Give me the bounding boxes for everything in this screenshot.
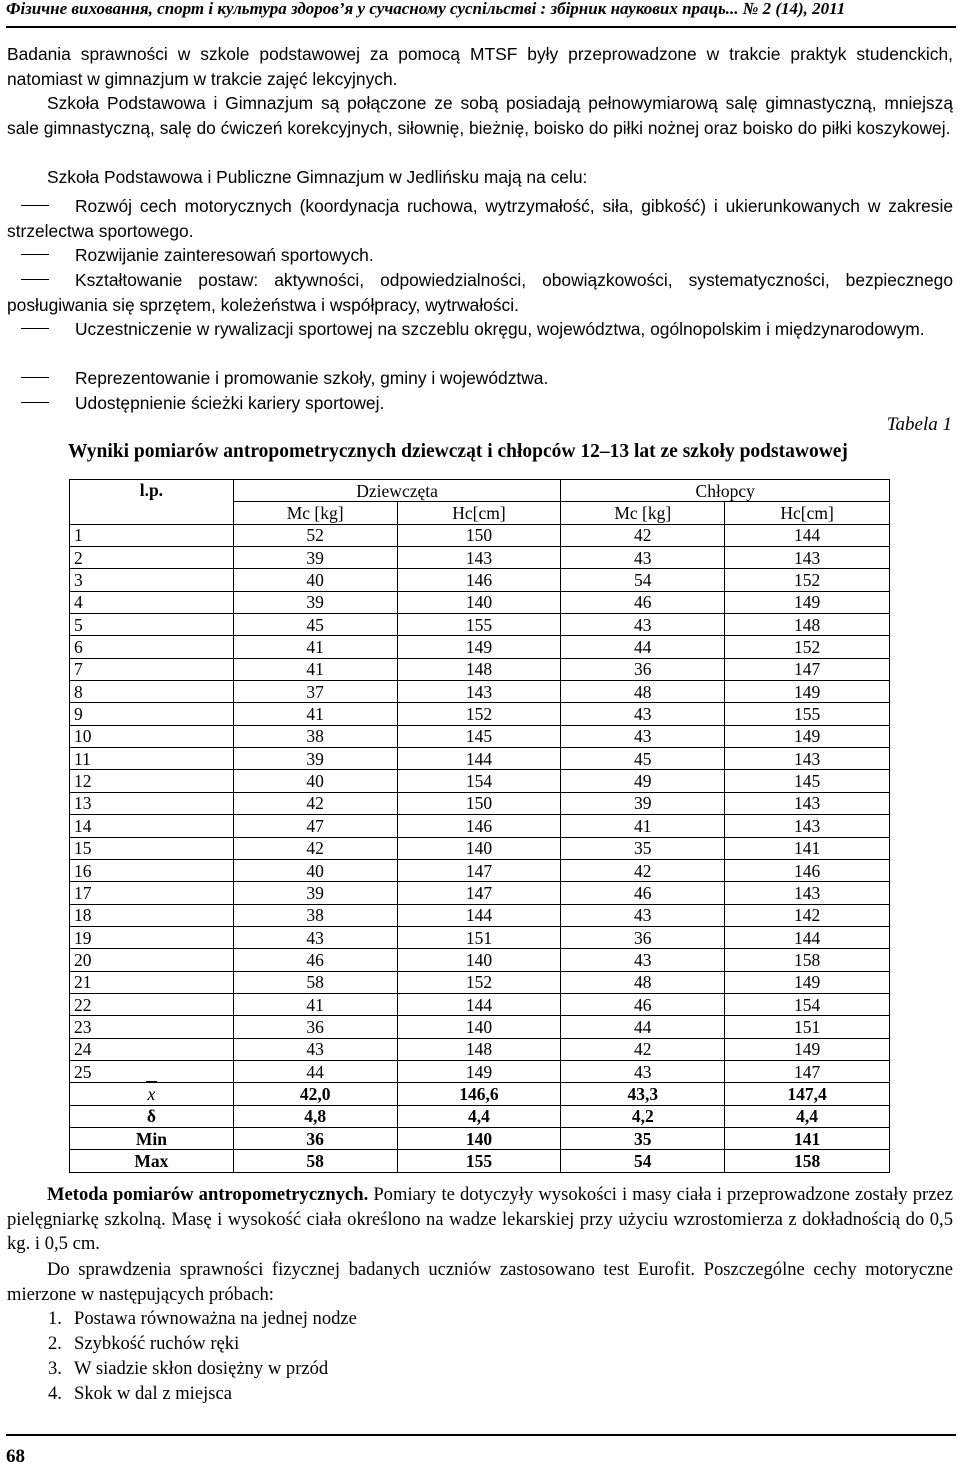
value-cell: 40	[233, 859, 397, 881]
value-cell: 39	[233, 882, 397, 904]
test-list-item	[48, 1332, 239, 1356]
row-number-cell: 24	[70, 1038, 234, 1060]
table-row	[70, 703, 890, 725]
value-cell: 147	[725, 1060, 890, 1082]
value-cell: 154	[725, 993, 890, 1015]
value-cell: 44	[561, 636, 725, 658]
value-cell: 38	[233, 725, 397, 747]
value-cell: 45	[233, 614, 397, 636]
table-title: Wyniki pomiarów antropometrycznych dziewcząt i chłopców 12–13 lat ze szkoły podstawowej	[68, 441, 848, 462]
row-number-cell: 21	[70, 971, 234, 993]
table-row	[70, 770, 890, 792]
group-boys-header: Chłopcy	[561, 480, 890, 502]
row-number-cell: 13	[70, 792, 234, 814]
value-cell: 143	[725, 882, 890, 904]
dash-bullet	[21, 254, 49, 255]
table-row	[70, 1060, 890, 1082]
value-cell: 43	[561, 547, 725, 569]
value-cell: 38	[233, 904, 397, 926]
value-cell: 43	[561, 703, 725, 725]
table-row	[70, 971, 890, 993]
value-cell: 143	[397, 681, 561, 703]
row-number-cell: 8	[70, 681, 234, 703]
table-row	[70, 815, 890, 837]
value-cell: 49	[561, 770, 725, 792]
value-cell: 43	[561, 949, 725, 971]
value-cell: 58	[233, 971, 397, 993]
value-cell: 140	[397, 591, 561, 613]
value-cell: 45	[561, 748, 725, 770]
value-cell: 47	[233, 815, 397, 837]
stats-value-cell: 140	[397, 1127, 561, 1149]
value-cell: 151	[397, 926, 561, 948]
value-cell: 36	[561, 658, 725, 680]
list-text: Skok w dal z miejsca	[74, 1383, 233, 1404]
row-number-cell: 25	[70, 1060, 234, 1082]
value-cell: 142	[725, 904, 890, 926]
list-number: 2.	[48, 1333, 62, 1354]
stats-value-cell: 155	[397, 1150, 561, 1172]
subheader-cell: Mc [kg]	[233, 502, 397, 524]
value-cell: 141	[725, 837, 890, 859]
stats-value-cell: 58	[233, 1150, 397, 1172]
value-cell: 46	[561, 882, 725, 904]
table-row	[70, 658, 890, 680]
goal-item	[7, 243, 953, 268]
paragraph-methods-1	[7, 1183, 953, 1257]
goal-item	[7, 317, 953, 366]
row-number-cell: 1	[70, 524, 234, 546]
row-number-cell: 4	[70, 591, 234, 613]
group-girls-header: Dziewczęta	[233, 480, 561, 502]
page-number: 68	[6, 1446, 25, 1466]
value-cell: 36	[233, 1016, 397, 1038]
dash-bullet	[21, 377, 49, 378]
table-row	[70, 569, 890, 591]
value-cell: 148	[397, 1038, 561, 1060]
test-list-item	[48, 1382, 232, 1406]
value-cell: 44	[233, 1060, 397, 1082]
table-row	[70, 748, 890, 770]
stats-label-cell	[70, 1083, 234, 1105]
goal-item	[7, 194, 953, 243]
row-number-cell: 12	[70, 770, 234, 792]
dash-bullet	[21, 205, 49, 206]
value-cell: 42	[561, 1038, 725, 1060]
goal-item	[7, 391, 953, 416]
value-cell: 149	[725, 1038, 890, 1060]
row-number-cell: 20	[70, 949, 234, 971]
stats-value-cell: 42,0	[233, 1083, 397, 1105]
value-cell: 140	[397, 1016, 561, 1038]
value-cell: 48	[561, 681, 725, 703]
goal-item	[7, 366, 953, 391]
table-row	[70, 837, 890, 859]
value-cell: 41	[233, 993, 397, 1015]
dash-bullet	[21, 402, 49, 403]
value-cell: 143	[725, 815, 890, 837]
value-cell: 152	[397, 971, 561, 993]
goal-text: Reprezentowanie i promowanie szkoły, gminy i województwa.	[75, 368, 549, 388]
mean-symbol: x	[147, 1083, 156, 1104]
stats-label-cell: Max	[70, 1150, 234, 1172]
row-number-cell: 9	[70, 703, 234, 725]
goal-text: Rozwój cech motorycznych (koordynacja ruchowa, wytrzymałość, siła, gibkość) i ukierunkowanych w zakresie strzelectwa sportowego.	[7, 196, 953, 241]
list-text: W siadzie skłon dosiężny w przód	[74, 1358, 329, 1379]
value-cell: 40	[233, 770, 397, 792]
value-cell: 37	[233, 681, 397, 703]
value-cell: 149	[397, 636, 561, 658]
value-cell: 140	[397, 837, 561, 859]
row-number-cell: 11	[70, 748, 234, 770]
value-cell: 42	[561, 524, 725, 546]
table-row	[70, 524, 890, 546]
stats-label-cell: δ	[70, 1105, 234, 1127]
row-number-cell: 2	[70, 547, 234, 569]
table-row	[70, 614, 890, 636]
table-row	[70, 926, 890, 948]
footer-rule	[6, 1434, 956, 1436]
value-cell: 54	[561, 569, 725, 591]
value-cell: 150	[397, 524, 561, 546]
test-list-item	[48, 1307, 357, 1331]
row-number-cell: 15	[70, 837, 234, 859]
value-cell: 149	[397, 1060, 561, 1082]
table-row	[70, 547, 890, 569]
stats-value-cell: 158	[725, 1150, 890, 1172]
stats-value-cell: 141	[725, 1127, 890, 1149]
value-cell: 155	[725, 703, 890, 725]
value-cell: 143	[725, 748, 890, 770]
row-number-cell: 18	[70, 904, 234, 926]
stats-row	[70, 1150, 890, 1172]
value-cell: 144	[397, 993, 561, 1015]
value-cell: 145	[725, 770, 890, 792]
value-cell: 148	[397, 658, 561, 680]
value-cell: 158	[725, 949, 890, 971]
value-cell: 36	[561, 926, 725, 948]
row-number-cell: 6	[70, 636, 234, 658]
paragraph-intro-3: Szkoła Podstawowa i Publiczne Gimnazjum w Jedlińsku mają na celu:	[47, 167, 588, 187]
value-cell: 42	[561, 859, 725, 881]
subheader-cell: Hc[cm]	[397, 502, 561, 524]
paragraph-intro-2: Szkoła Podstawowa i Gimnazjum są połączone ze sobą posiadają pełnowymiarową salę gimnastyczną, mniejszą sale gimnastyczną, salę do ćwiczeń korekcyjnych, siłownię, bieżnię, boisko do piłki nożnej oraz boisko do piłki koszykowej.	[7, 93, 953, 138]
row-number-cell: 22	[70, 993, 234, 1015]
row-number-cell: 7	[70, 658, 234, 680]
value-cell: 46	[233, 949, 397, 971]
running-header	[6, 0, 956, 28]
stats-value-cell: 4,4	[725, 1105, 890, 1127]
table-row	[70, 681, 890, 703]
value-cell: 150	[397, 792, 561, 814]
value-cell: 144	[725, 524, 890, 546]
value-cell: 39	[233, 748, 397, 770]
value-cell: 149	[725, 725, 890, 747]
paragraph-intro-1: Badania sprawności w szkole podstawowej za pomocą MTSF były przeprowadzone w trakcie praktyk studenckich, natomiast w gimnazjum w trakcie zajęć lekcyjnych.	[7, 44, 953, 89]
table-label: Tabela 1	[886, 414, 952, 435]
table-row	[70, 725, 890, 747]
table-row	[70, 1016, 890, 1038]
value-cell: 144	[397, 904, 561, 926]
goals-list	[7, 194, 953, 416]
value-cell: 147	[397, 859, 561, 881]
list-text: Szybkość ruchów ręki	[74, 1333, 240, 1354]
value-cell: 155	[397, 614, 561, 636]
row-number-cell: 14	[70, 815, 234, 837]
value-cell: 143	[725, 547, 890, 569]
table-header-row	[70, 480, 890, 502]
list-number: 3.	[48, 1358, 62, 1379]
list-number: 1.	[48, 1308, 62, 1329]
value-cell: 41	[233, 703, 397, 725]
value-cell: 42	[233, 792, 397, 814]
value-cell: 43	[561, 904, 725, 926]
value-cell: 149	[725, 591, 890, 613]
goal-text: Kształtowanie postaw: aktywności, odpowiedzialności, obowiązkowości, systematyczności, bezpiecznego posługiwania się sprzętem, koleżeństwa i współpracy, wytrwałości.	[7, 270, 953, 315]
value-cell: 41	[561, 815, 725, 837]
value-cell: 39	[233, 547, 397, 569]
value-cell: 147	[725, 658, 890, 680]
value-cell: 144	[397, 748, 561, 770]
stats-row	[70, 1083, 890, 1105]
dash-bullet	[21, 279, 49, 280]
value-cell: 152	[397, 703, 561, 725]
stats-value-cell: 35	[561, 1127, 725, 1149]
dash-bullet	[21, 328, 49, 329]
stats-value-cell: 4,4	[397, 1105, 561, 1127]
value-cell: 152	[725, 569, 890, 591]
value-cell: 147	[397, 882, 561, 904]
value-cell: 43	[233, 1038, 397, 1060]
goal-item	[7, 268, 953, 317]
value-cell: 148	[725, 614, 890, 636]
row-number-cell: 10	[70, 725, 234, 747]
row-number-cell: 23	[70, 1016, 234, 1038]
value-cell: 146	[725, 859, 890, 881]
value-cell: 43	[561, 725, 725, 747]
goal-text: Uczestniczenie w rywalizacji sportowej na szczeblu okręgu, województwa, ogólnopolskim i międzynarodowym.	[75, 319, 925, 339]
value-cell: 39	[233, 591, 397, 613]
value-cell: 35	[561, 837, 725, 859]
row-number-cell: 5	[70, 614, 234, 636]
value-cell: 144	[725, 926, 890, 948]
value-cell: 48	[561, 971, 725, 993]
value-cell: 145	[397, 725, 561, 747]
stats-row	[70, 1105, 890, 1127]
stats-value-cell: 147,4	[725, 1083, 890, 1105]
value-cell: 151	[725, 1016, 890, 1038]
methods-text: Pomiary te dotyczyły wysokości i masy ciała i przeprowadzone zostały przez pielęgniarkę szkolną. Masę i wysokość ciała określono na wadze lekarskiej przy użyciu wzrostomierza z dokładnością do 0,5 kg. i 0,5 cm.	[7, 1184, 953, 1254]
row-number-cell: 3	[70, 569, 234, 591]
stats-value-cell: 43,3	[561, 1083, 725, 1105]
value-cell: 43	[233, 926, 397, 948]
table-row	[70, 993, 890, 1015]
stats-value-cell: 4,2	[561, 1105, 725, 1127]
table-row	[70, 904, 890, 926]
value-cell: 39	[561, 792, 725, 814]
table-row	[70, 859, 890, 881]
row-number-cell: 17	[70, 882, 234, 904]
value-cell: 143	[397, 547, 561, 569]
table-row	[70, 882, 890, 904]
value-cell: 44	[561, 1016, 725, 1038]
col-lp-header: l.p.	[70, 480, 234, 525]
list-text: Postawa równoważna na jednej nodze	[74, 1308, 357, 1329]
value-cell: 146	[397, 815, 561, 837]
value-cell: 42	[233, 837, 397, 859]
anthropometric-table	[69, 479, 890, 1173]
value-cell: 143	[725, 792, 890, 814]
goal-text: Rozwijanie zainteresowań sportowych.	[75, 245, 374, 265]
value-cell: 149	[725, 681, 890, 703]
running-title: Фізичне виховання, спорт і культура здоров’я у сучасному суспільстві : збірник наукових праць... № 2 (14), 2011	[6, 0, 846, 18]
table-row	[70, 591, 890, 613]
value-cell: 149	[725, 971, 890, 993]
value-cell: 41	[233, 636, 397, 658]
value-cell: 43	[561, 614, 725, 636]
stats-value-cell: 54	[561, 1150, 725, 1172]
stats-row	[70, 1127, 890, 1149]
test-list-item	[48, 1357, 328, 1381]
value-cell: 154	[397, 770, 561, 792]
value-cell: 52	[233, 524, 397, 546]
value-cell: 46	[561, 591, 725, 613]
value-cell: 43	[561, 1060, 725, 1082]
value-cell: 40	[233, 569, 397, 591]
subheader-cell: Hc[cm]	[725, 502, 890, 524]
table-row	[70, 1038, 890, 1060]
row-number-cell: 19	[70, 926, 234, 948]
table-row	[70, 636, 890, 658]
paragraph-methods-2: Do sprawdzenia sprawności fizycznej badanych uczniów zastosowano test Eurofit. Poszczególne cechy motoryczne mierzone w następujących próbach:	[7, 1259, 953, 1305]
table-row	[70, 949, 890, 971]
list-number: 4.	[48, 1383, 62, 1404]
value-cell: 152	[725, 636, 890, 658]
stats-value-cell: 4,8	[233, 1105, 397, 1127]
stats-value-cell: 36	[233, 1127, 397, 1149]
value-cell: 146	[397, 569, 561, 591]
subheader-cell: Mc [kg]	[561, 502, 725, 524]
table-row	[70, 792, 890, 814]
stats-label-cell: Min	[70, 1127, 234, 1149]
value-cell: 46	[561, 993, 725, 1015]
stats-value-cell: 146,6	[397, 1083, 561, 1105]
value-cell: 41	[233, 658, 397, 680]
row-number-cell: 16	[70, 859, 234, 881]
goal-text: Udostępnienie ścieżki kariery sportowej.	[75, 393, 385, 413]
methods-heading: Metoda pomiarów antropometrycznych.	[47, 1184, 369, 1205]
value-cell: 140	[397, 949, 561, 971]
